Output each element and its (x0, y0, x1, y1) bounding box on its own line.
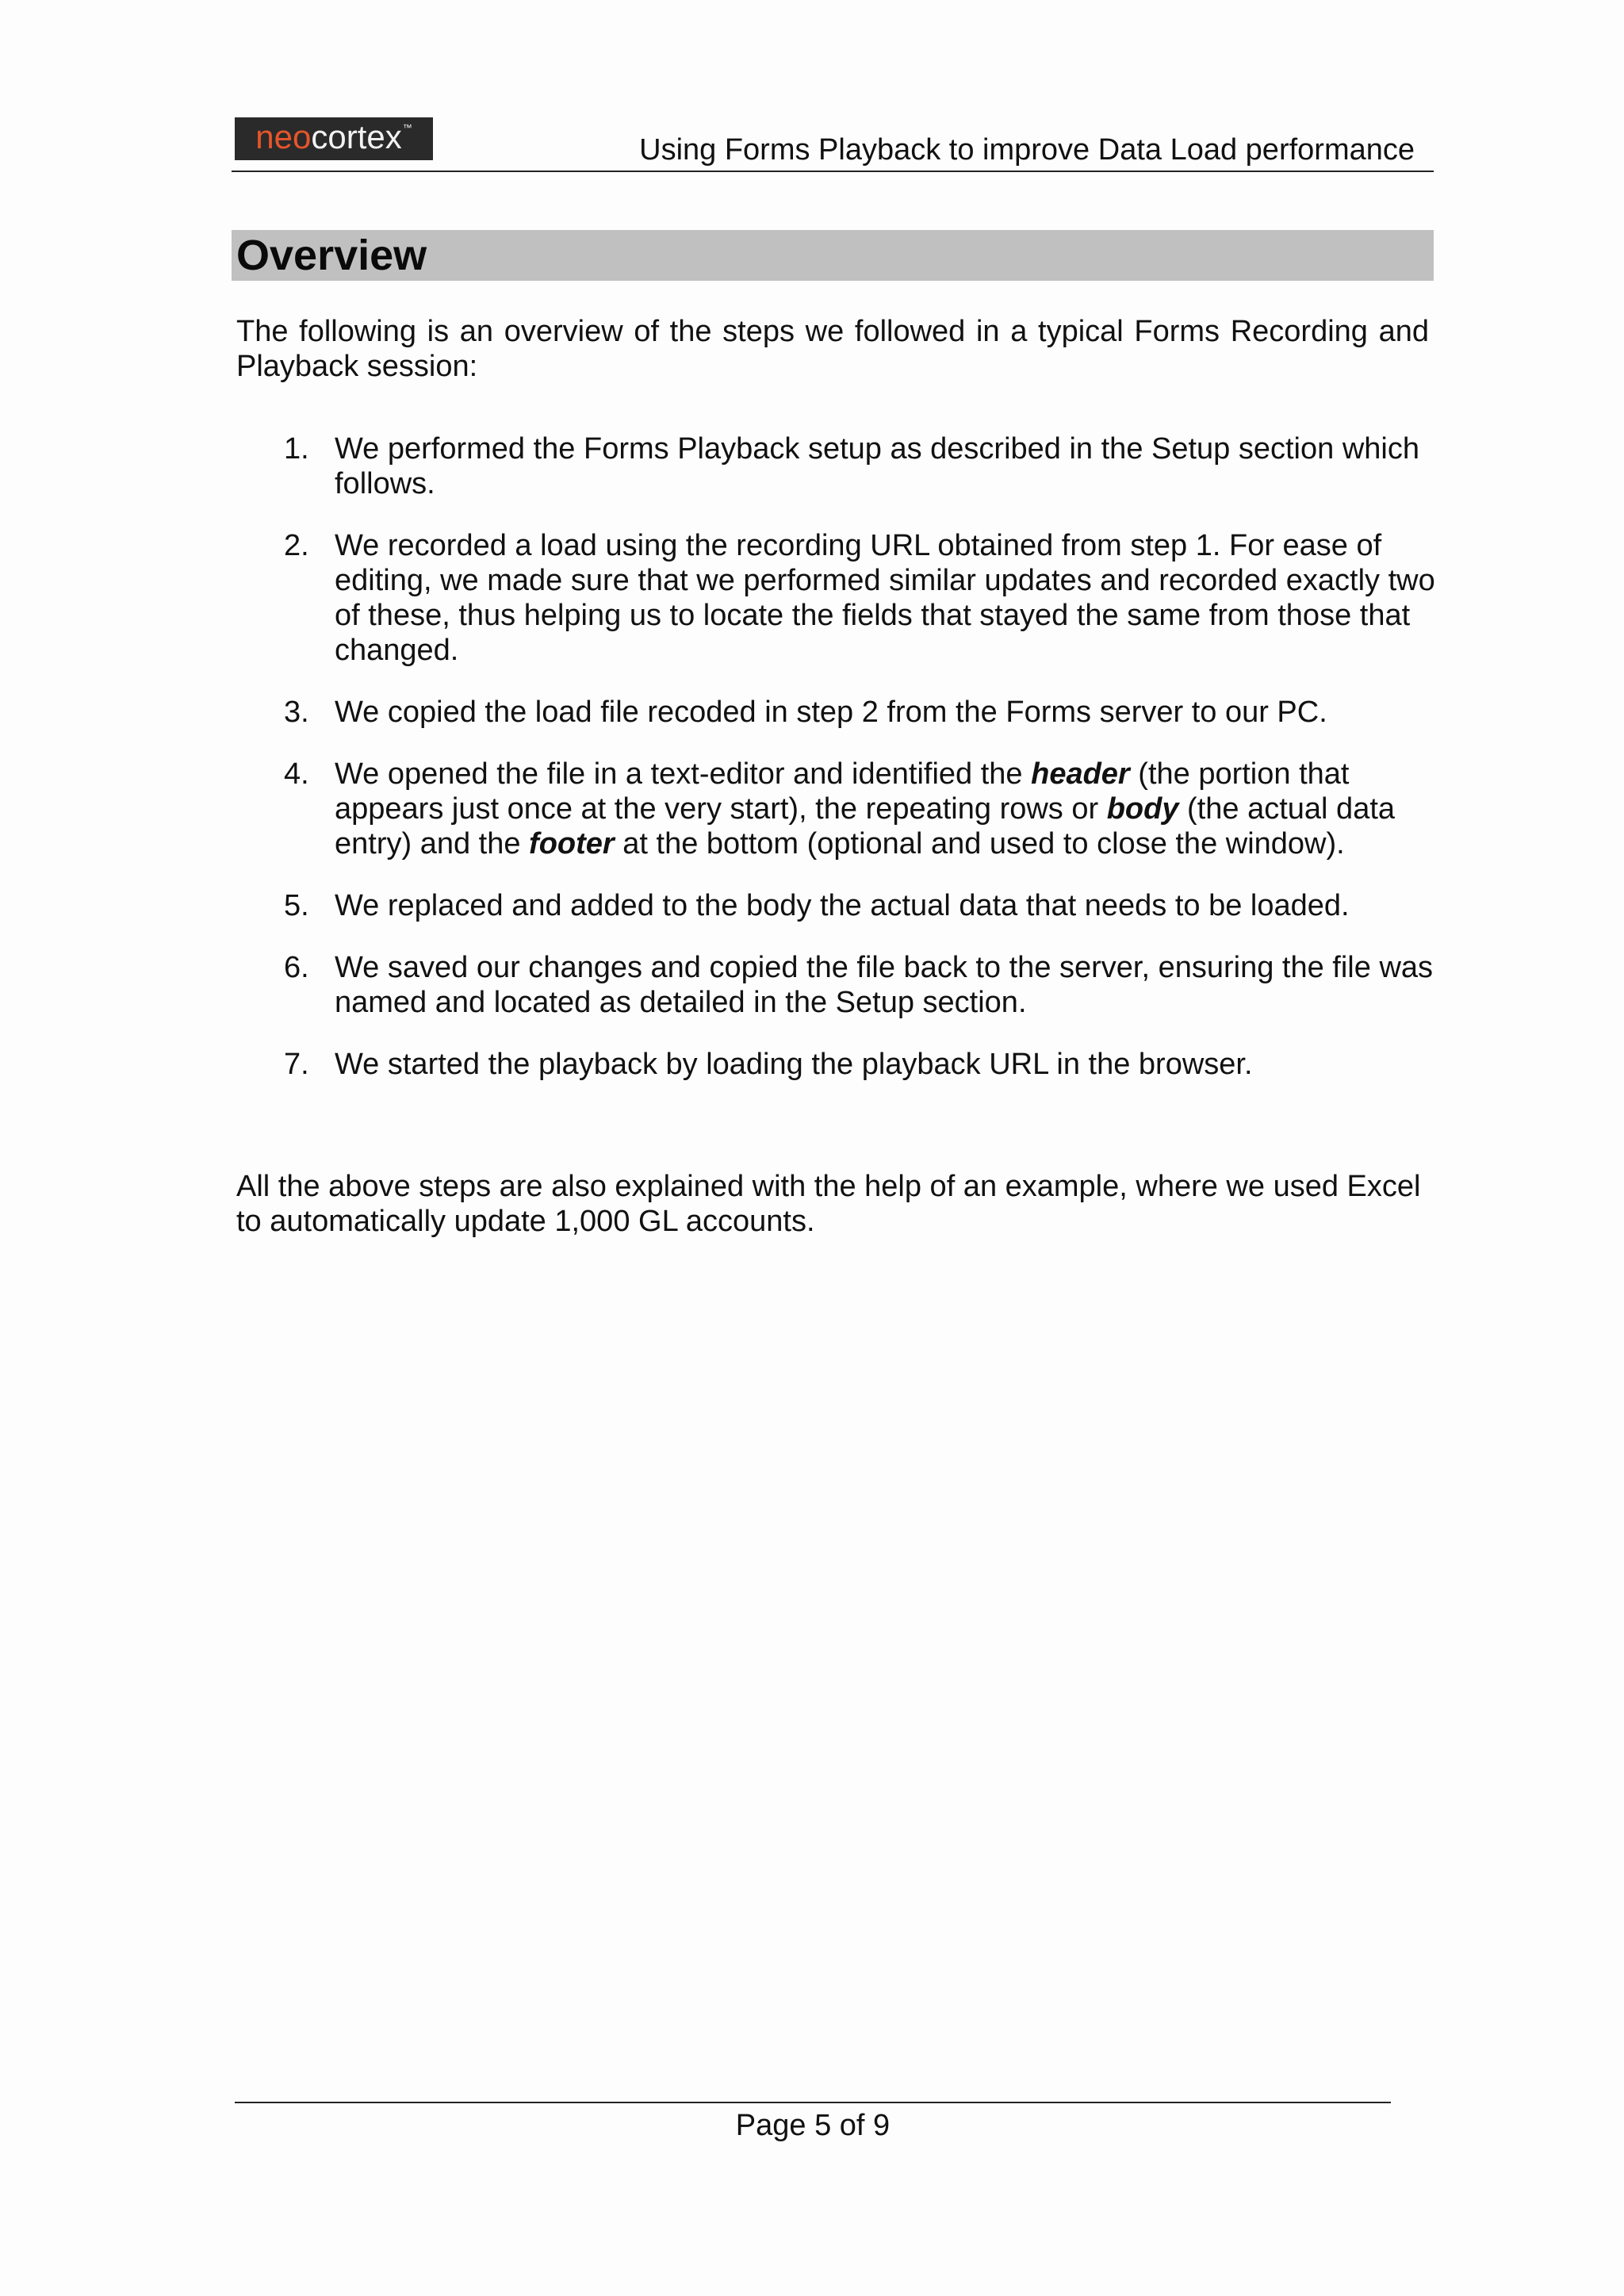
steps-list (236, 431, 1434, 1109)
emphasis-footer: footer (529, 827, 615, 861)
intro-paragraph: The following is an overview of the steps we followed in a typical Forms Recording and Playback session: (236, 315, 1429, 383)
list-item-number: 5. (284, 889, 309, 922)
list-item-text: We recorded a load using the recording URL obtained from step 1. For ease of editing, we made sure that we performed similar updates and recorded exactly two of these, thus helping us to locate the fields that stayed the same from those that changed. (335, 529, 1435, 667)
header-title: Using Forms Playback to improve Data Load performance (639, 133, 1415, 167)
section-heading: Overview (232, 230, 1434, 281)
list-item-number: 1. (284, 432, 309, 466)
list-item (236, 888, 1435, 923)
list-item (236, 528, 1435, 668)
logo-text-neo: neo (255, 118, 312, 155)
list-item (236, 1047, 1435, 1082)
footer-divider (235, 2102, 1391, 2103)
logo-text-cortex: cortex (311, 118, 402, 155)
list-item-text (335, 757, 1395, 861)
list-item (236, 431, 1435, 501)
list-item-number: 3. (284, 696, 309, 729)
emphasis-body: body (1106, 792, 1179, 826)
list-item-number: 7. (284, 1048, 309, 1081)
list-item-text: We replaced and added to the body the actual data that needs to be loaded. (335, 889, 1350, 922)
text-segment: at the bottom (optional and used to close the window). (614, 827, 1345, 861)
text-segment: We opened the file in a text-editor and identified the (335, 757, 1032, 791)
list-item-text: We performed the Forms Playback setup as described in the Setup section which follows. (335, 432, 1419, 500)
page-number: Page 5 of 9 (735, 2109, 891, 2142)
logo-trademark: ™ (402, 122, 412, 133)
list-item-text: We copied the load file recoded in step 2 from the Forms server to our PC. (335, 696, 1327, 729)
list-item-text: We started the playback by loading the playback URL in the browser. (335, 1048, 1253, 1081)
list-item-number: 6. (284, 951, 309, 984)
page-header (232, 117, 1434, 172)
text-segment: (the actual data entry) and the (335, 792, 1396, 861)
list-item-number: 4. (284, 757, 309, 791)
list-item-number: 2. (284, 529, 309, 562)
emphasis-header: header (1031, 757, 1130, 791)
list-item (236, 757, 1435, 861)
list-item-text: We saved our changes and copied the file back to the server, ensuring the file was named and located as detailed in the Setup section. (335, 951, 1434, 1019)
closing-paragraph: All the above steps are also explained with the help of an example, where we used Excel to automatically update 1,000 GL accounts. (236, 1170, 1421, 1238)
list-item (236, 695, 1435, 730)
list-item (236, 950, 1435, 1020)
text-segment: (the portion that appears just once at the very start), the repeating rows or (335, 757, 1350, 826)
neocortex-logo (235, 117, 433, 160)
